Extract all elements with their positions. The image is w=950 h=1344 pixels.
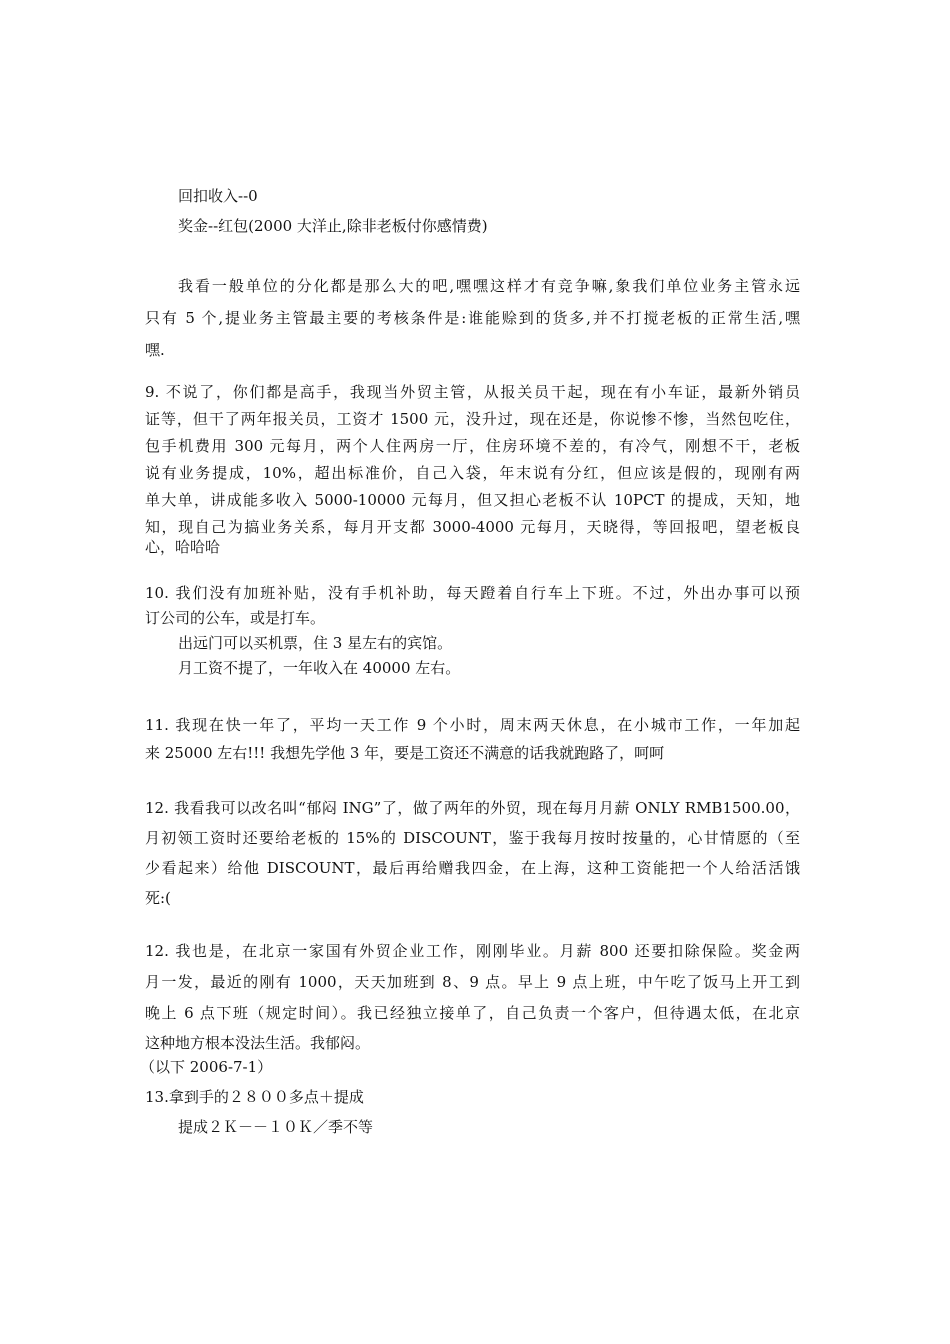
text-line: 回扣收入--0: [178, 187, 258, 205]
text-line: 单大单，讲成能多收入 5000-10000 元每月，但又担心老板不认 10PCT 的提成，天知，地: [145, 491, 800, 509]
text-line: 奖金--红包(2000 大洋止,除非老板付你感情费): [178, 217, 488, 235]
text-line: 9. 不说了，你们都是高手，我现当外贸主管，从报关员干起，现在有小车证，最新外销员: [145, 383, 800, 401]
date-note: （以下 2006-7-1）: [140, 1058, 273, 1076]
text-line: 月工资不提了，一年收入在 40000 左右。: [178, 659, 461, 677]
text-line: 10. 我们没有加班补贴，没有手机补助，每天蹬着自行车上下班。不过，外出办事可以预: [145, 584, 800, 602]
text-line: 晚上 6 点下班（规定时间）。我已经独立接单了，自己负责一个客户，但待遇太低，在北京: [145, 1004, 800, 1022]
text-line: 嘿.: [145, 341, 165, 359]
text-line: 来 25000 左右!!! 我想先学他 3 年，要是工资还不满意的话我就跑路了，呵呵: [145, 744, 665, 762]
text-line: 月初领工资时还要给老板的 15%的 DISCOUNT，鉴于我每月按时按量的，心甘情愿的（至: [145, 829, 800, 847]
text-line: 死:(: [145, 889, 171, 907]
text-line: 12. 我也是，在北京一家国有外贸企业工作，刚刚毕业。月薪 800 还要扣除保险。奖金两: [145, 942, 800, 960]
text-line: 包手机费用 300 元每月，两个人住两房一厅，住房环境不差的，有冷气，刚想不干，老板: [145, 437, 800, 455]
text-line: 13.拿到手的２８００多点＋提成: [145, 1088, 364, 1106]
text-line: 少看起来）给他 DISCOUNT，最后再给赠我四金，在上海，这种工资能把一个人给活活饿: [145, 859, 800, 877]
text-line: 证等，但干了两年报关员，工资才 1500 元，没升过，现在还是，你说惨不惨，当然包吃住，: [145, 410, 800, 428]
text-line: 订公司的公车，或是打车。: [145, 609, 326, 627]
text-line: 12. 我看我可以改名叫“郁闷 ING”了，做了两年的外贸，现在每月月薪 ONLY RMB1500.00，: [145, 799, 800, 817]
text-line: 说有业务提成，10%，超出标准价，自己入袋，年末说有分红，但应该是假的，现刚有两: [145, 464, 800, 482]
text-line: 月一发，最近的刚有 1000，天天加班到 8、9 点。早上 9 点上班，中午吃了饭马上开工到: [145, 973, 800, 991]
text-line: 我看一般单位的分化都是那么大的吧,嘿嘿这样才有竞争嘛,象我们单位业务主管永远: [178, 277, 800, 295]
text-line: 11. 我现在快一年了，平均一天工作 9 个小时，周末两天休息，在小城市工作，一年加起: [145, 716, 800, 734]
text-line: 出远门可以买机票，住 3 星左右的宾馆。: [178, 634, 453, 652]
text-line: 这种地方根本没法生活。我郁闷。: [145, 1034, 371, 1052]
text-line: 知，现自己为搞业务关系，每月开支都 3000-4000 元每月，天晓得，等回报吧，望老板良: [145, 518, 800, 536]
text-line: 心，哈哈哈: [145, 538, 221, 556]
text-line: 只有 5 个,提业务主管最主要的考核条件是:谁能赊到的货多,并不打搅老板的正常生活,嘿: [145, 309, 800, 327]
text-line: 提成２Ｋ－－１０Ｋ／季不等: [178, 1118, 374, 1136]
